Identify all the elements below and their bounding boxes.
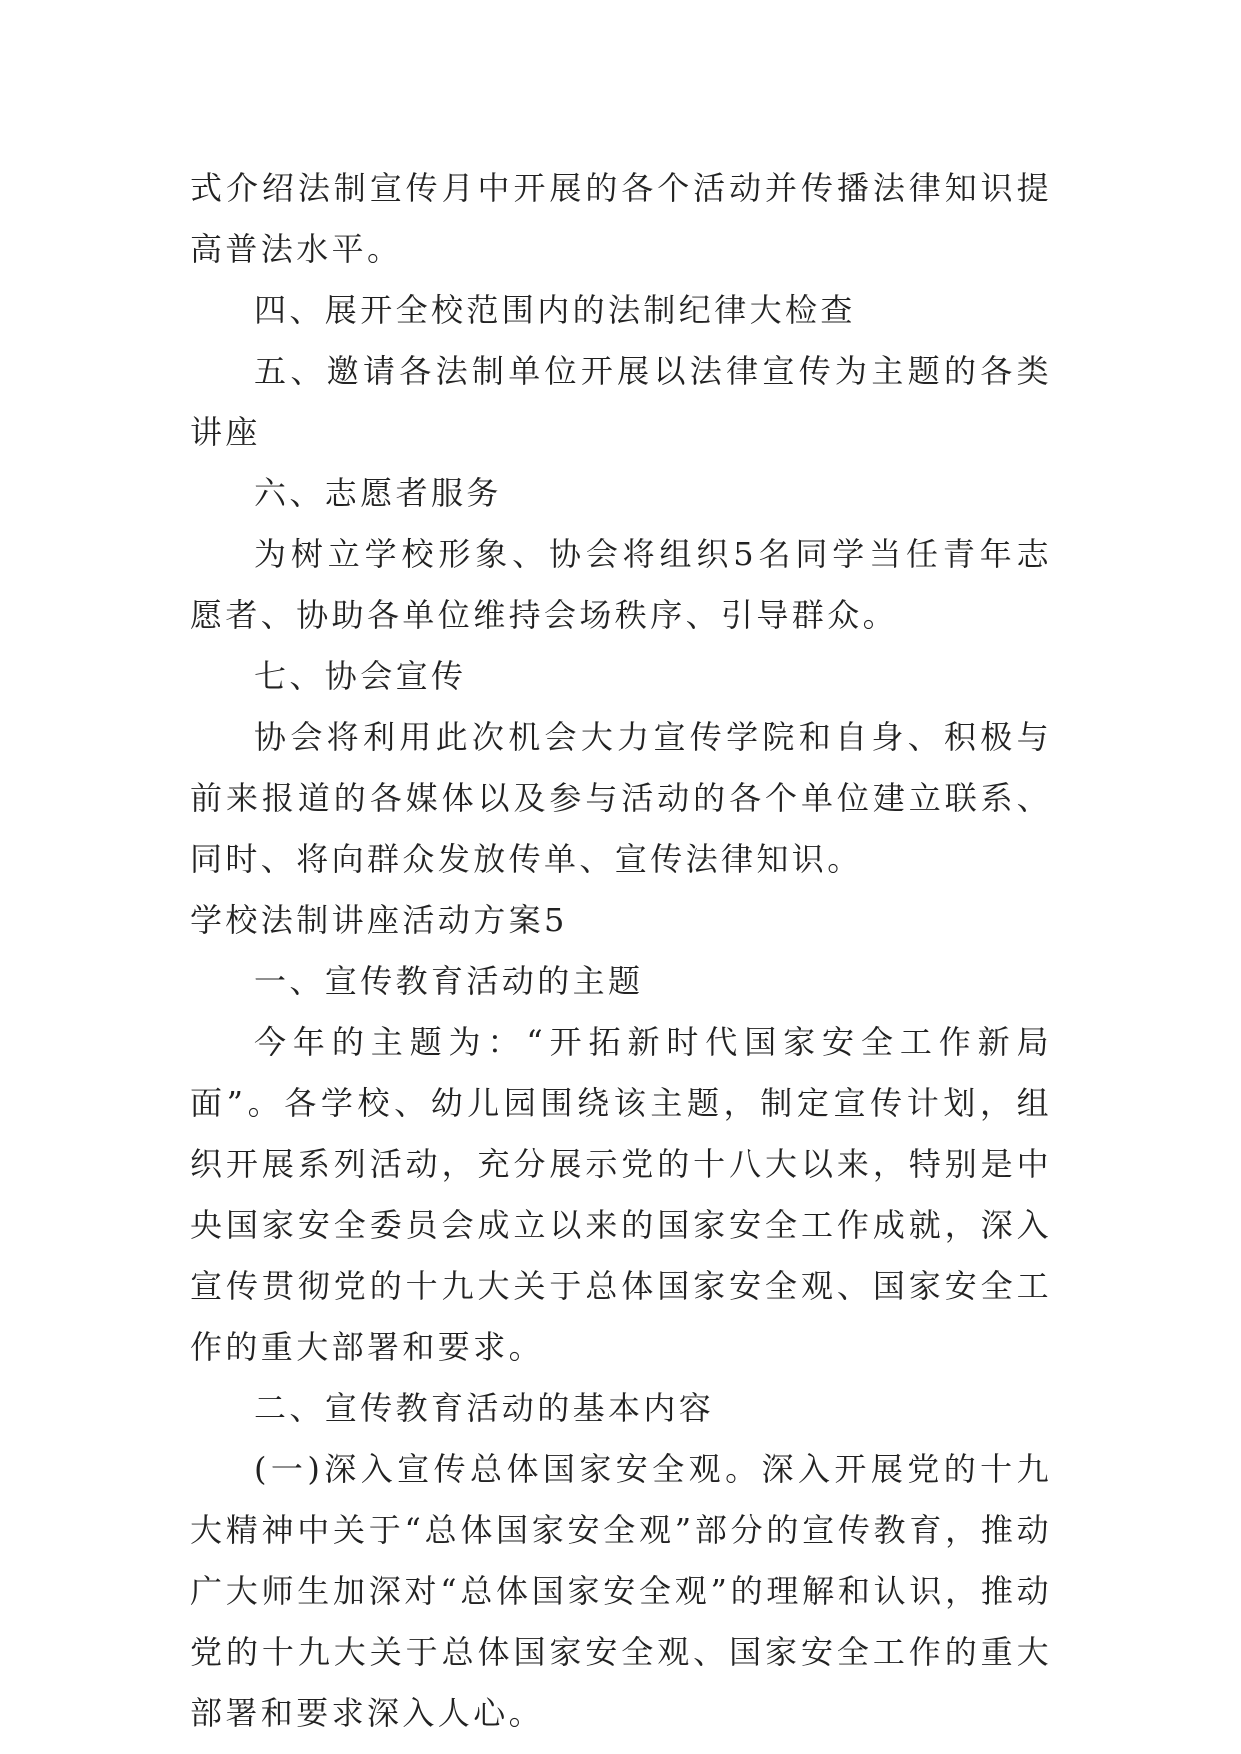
section-heading-2: 二、宣传教育活动的基本内容 bbox=[254, 1389, 715, 1427]
section-heading-5: 五、邀请各法制单位开展以法律宣传为主题的各类讲座 bbox=[190, 352, 1052, 451]
section-heading-7: 七、协会宣传 bbox=[254, 657, 467, 695]
paragraph-volunteer: 为树立学校形象、协会将组织5名同学当任青年志愿者、协助各单位维持会场秩序、引导群众。 bbox=[190, 535, 1052, 634]
paragraph-content-1: (一)深入宣传总体国家安全观。深入开展党的十九大精神中关于“总体国家安全观”部分的宣传教育，推动广大师生加深对“总体国家安全观”的理解和认识，推动党的十九大关于总体国家安全观、国家安全工作的重大部署和要求深入人心。 bbox=[190, 1450, 1052, 1732]
section-heading-6: 六、志愿者服务 bbox=[254, 474, 502, 512]
section-heading-1: 一、宣传教育活动的主题 bbox=[254, 962, 644, 1000]
document-body bbox=[190, 158, 1052, 1744]
paragraph-continuation: 式介绍法制宣传月中开展的各个活动并传播法律知识提高普法水平。 bbox=[190, 169, 1052, 268]
section-heading-4: 四、展开全校范围内的法制纪律大检查 bbox=[254, 291, 856, 329]
paragraph-publicity: 协会将利用此次机会大力宣传学院和自身、积极与前来报道的各媒体以及参与活动的各个单位建立联系、同时、将向群众发放传单、宣传法律知识。 bbox=[190, 718, 1052, 878]
paragraph-theme: 今年的主题为：“开拓新时代国家安全工作新局面”。各学校、幼儿园围绕该主题，制定宣传计划，组织开展系列活动，充分展示党的十八大以来，特别是中央国家安全委员会成立以来的国家安全工作成就，深入宣传贯彻党的十九大关于总体国家安全观、国家安全工作的重大部署和要求。 bbox=[190, 1023, 1052, 1366]
plan-title: 学校法制讲座活动方案5 bbox=[190, 901, 568, 939]
